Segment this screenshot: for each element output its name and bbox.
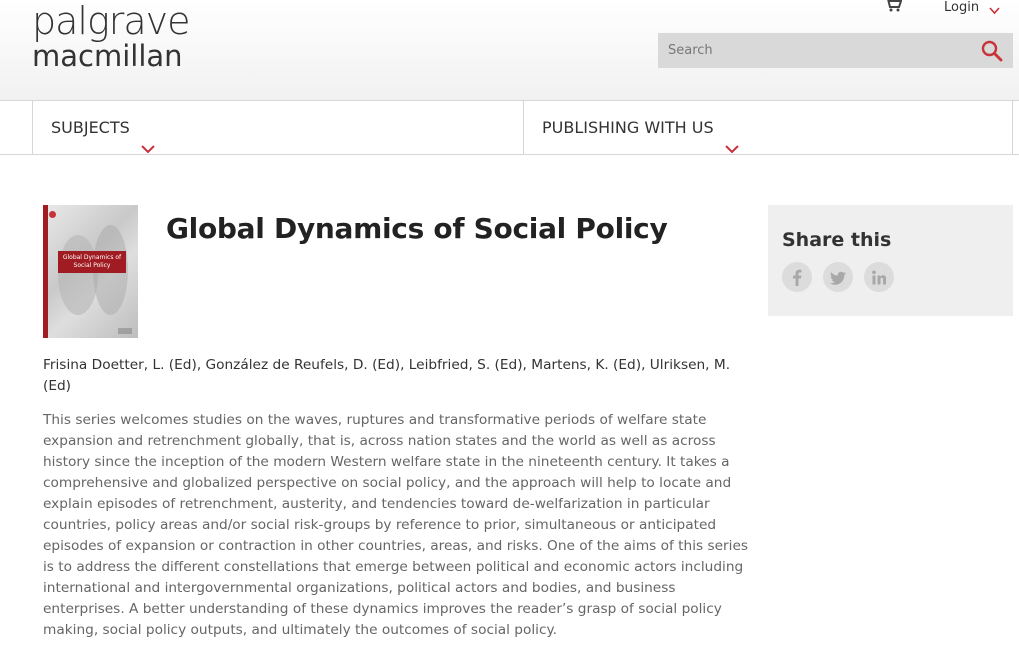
logo-line1: palgrave xyxy=(32,0,190,43)
search-input[interactable] xyxy=(658,33,968,68)
chevron-down-icon xyxy=(989,4,1000,12)
main-nav xyxy=(0,101,1019,155)
cart-icon[interactable] xyxy=(884,0,902,11)
nav-subjects[interactable] xyxy=(32,101,523,155)
facebook-icon[interactable] xyxy=(782,262,812,292)
logo-line2: macmillan xyxy=(32,39,183,73)
cover-publisher-mark xyxy=(118,328,132,334)
chevron-down-icon xyxy=(141,122,155,131)
login-menu[interactable] xyxy=(944,0,1000,15)
page-title: Global Dynamics of Social Policy xyxy=(166,212,668,245)
series-editors: Frisina Doetter, L. (Ed), González de Reufels, D. (Ed), Leibfried, S. (Ed), Martens, K. (Ed), Ulriksen, M. (Ed) xyxy=(43,357,731,394)
palgrave-macmillan-logo[interactable] xyxy=(32,2,190,71)
chevron-down-icon xyxy=(725,122,739,131)
book-cover-image xyxy=(43,205,138,338)
nav-subjects-label: SUBJECTS xyxy=(51,118,130,137)
nav-publishing-with-us[interactable] xyxy=(523,101,1013,155)
cover-title: Global Dynamics of Social Policy xyxy=(58,251,126,273)
site-header xyxy=(0,0,1019,101)
share-heading: Share this xyxy=(782,229,892,251)
share-panel xyxy=(768,205,1013,316)
nav-publishing-label: PUBLISHING WITH US xyxy=(542,118,714,137)
cover-graphic xyxy=(58,235,98,315)
linkedin-icon[interactable] xyxy=(864,262,894,292)
cover-seal xyxy=(49,211,56,218)
share-icons xyxy=(782,262,900,292)
search-box xyxy=(658,33,1013,68)
search-icon[interactable] xyxy=(981,40,1003,62)
login-label: Login xyxy=(944,0,980,15)
twitter-icon[interactable] xyxy=(823,262,853,292)
series-description: This series welcomes studies on the waves, ruptures and transformative periods of welfare state expansion and retrenchment globally, that is, across nation states and the world as well as across history since the inception of the modern Western welfare state in the nineteenth century. It takes a comprehensive and globalized perspective on social policy, and the approach will help to locate and explain episodes of retrenchment, austerity, and tendencies toward de-welfarization in particular countries, policy areas and/or social risk-groups by reference to prior, simultaneous or anticipated episodes of expansion or contraction in other countries, areas, and risks. One of the aims of this series is to address the different constellations that emerge between political and economic actors including international and intergovernmental organizations, political actors and bodies, and business enterprises. A better understanding of these dynamics improves the reader’s grasp of social policy making, social policy outputs, and ultimately the outcomes of social policy. xyxy=(43,412,749,638)
